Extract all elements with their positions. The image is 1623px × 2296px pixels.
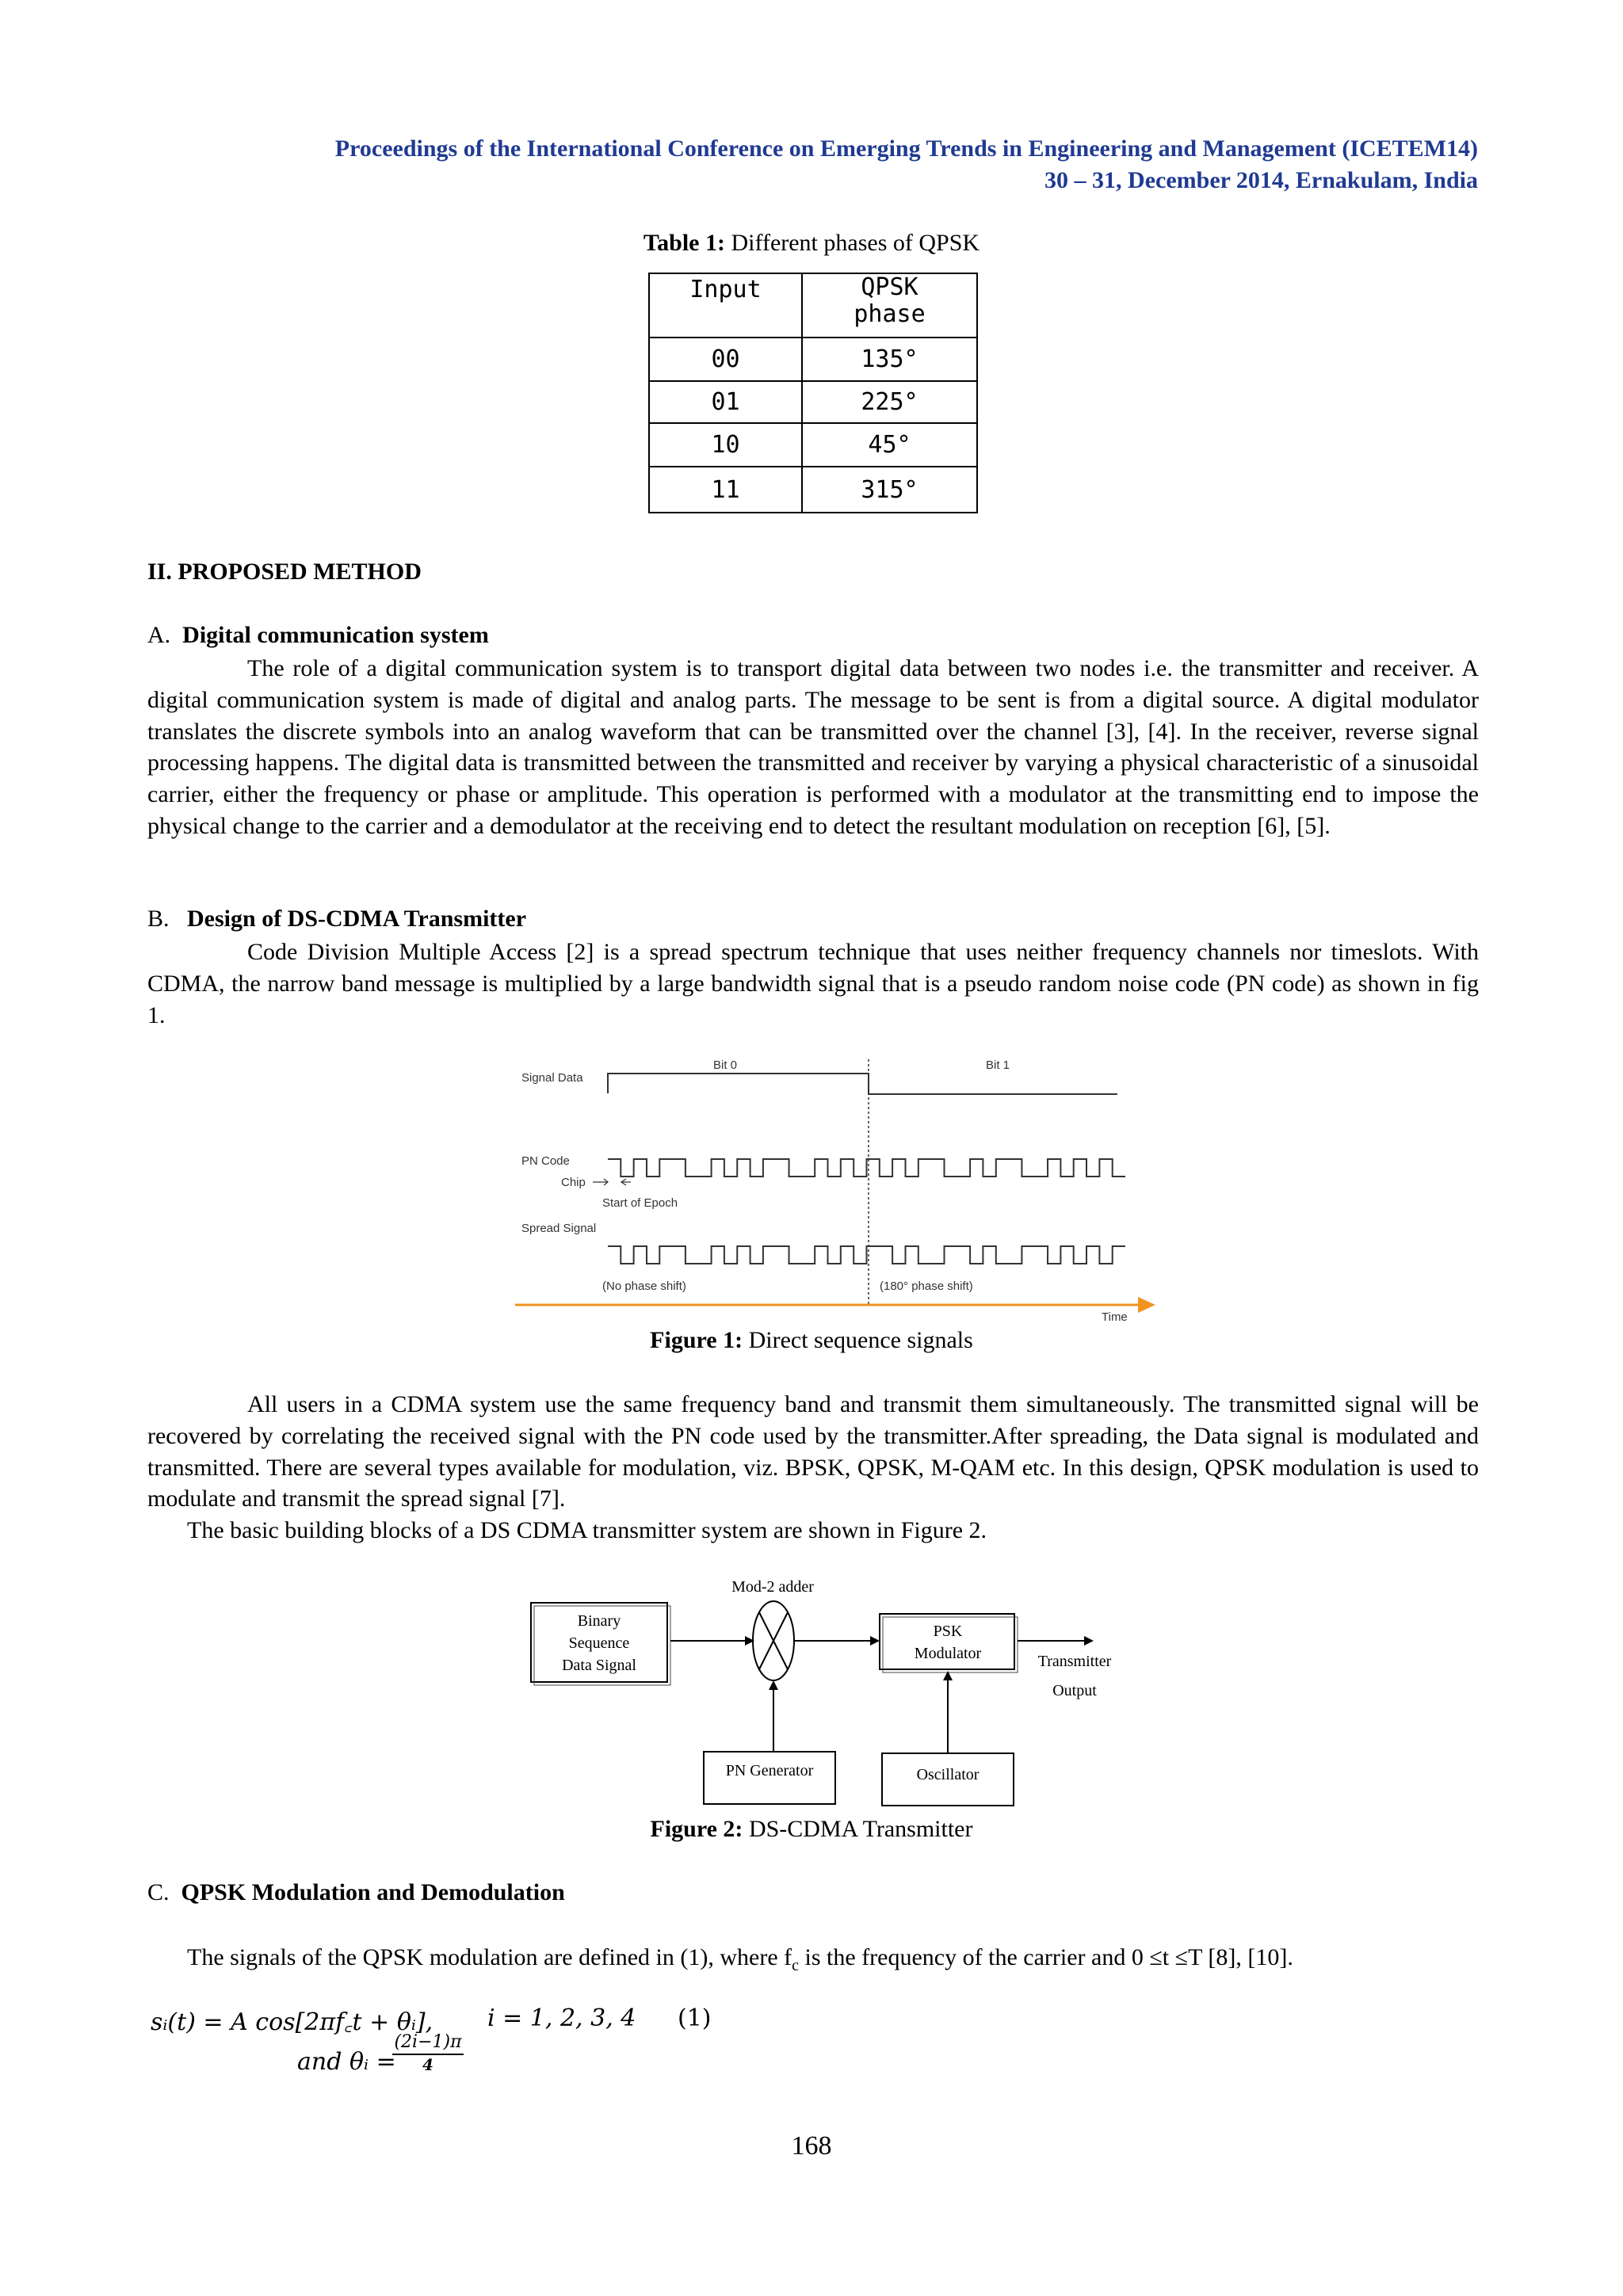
subsection-c-heading — [147, 1879, 565, 1906]
table-1-caption — [0, 230, 1623, 257]
table-cell-input: 00 — [649, 338, 802, 381]
cdma-paragraph-text-2: The basic building blocks of a DS CDMA transmitter system are shown in Figure 2. — [187, 1517, 987, 1544]
subsection-b-heading — [147, 906, 526, 933]
header-line-1: Proceedings of the International Conference on Emerging Trends in Engineering and Management (ICETEM14) — [334, 135, 1478, 162]
equation-index: i = 1, 2, 3, 4 — [487, 2004, 636, 2032]
subsection-c-title: QPSK Modulation and Demodulation — [181, 1879, 565, 1905]
bit-0-label: Bit 0 — [713, 1058, 738, 1072]
psk-label-1: PSK — [933, 1623, 963, 1640]
subsection-c-body — [147, 1942, 1479, 1982]
subsection-c-text-sub: c — [792, 1957, 800, 1974]
arrowhead-adder-to-psk — [870, 1636, 880, 1646]
table-cell-input: 01 — [649, 381, 802, 423]
equation-numerator: (2i−1)π — [392, 2032, 464, 2055]
table-cell-input: 11 — [649, 467, 802, 513]
table-row — [649, 381, 977, 423]
table-cell-phase: 225° — [802, 381, 977, 423]
header-line-2: 30 – 31, December 2014, Ernakulam, India — [1044, 167, 1478, 193]
binary-label-3: Data Signal — [562, 1657, 636, 1674]
subsection-c-text-post: is the frequency of the carrier and 0 ≤t ≤T [8], [10]. — [799, 1944, 1293, 1970]
bit-1-label: Bit 1 — [986, 1058, 1010, 1072]
table-header-input: Input — [649, 273, 802, 338]
figure-1-caption-label: Figure 1: — [650, 1327, 743, 1353]
equation-main: sᵢ(t) = A cos[2πf꜀t + θᵢ], — [151, 2008, 433, 2036]
transmitter-output-label-1: Transmitter — [1037, 1653, 1112, 1670]
subsection-b-text: Code Division Multiple Access [2] is a spread spectrum technique that uses neither frequency channels nor timeslots. With CDMA, the narrow band message is multiplied by a large bandwidth signal that is a pseudo random noise code (PN code) as shown in fig 1. — [147, 939, 1479, 1028]
time-label: Time — [1102, 1310, 1128, 1324]
table-row — [649, 467, 977, 513]
subsection-a-text: The role of a digital communication system is to transport digital data between two nodes i.e. the transmitter and receiver. A digital communication system is made of digital and analog parts. The message to be sent is from a digital source. A digital modulator translates the discrete symbols into an analog waveform that can be transmitted over the channel [3], [4]. In the receiver, reverse signal processing happens. The digital data is transmitted between the transmitted and receiver by varying a physical characteristic of a sinusoidal carrier, either the frequency or phase or amplitude. This operation is performed with a modulator at the transmitting end to impose the physical change to the carrier and a demodulator at the receiving end to detect the resultant modulation on reception [6], [5]. — [147, 655, 1479, 839]
phase-180-label: (180° phase shift) — [880, 1280, 973, 1293]
table-row — [649, 423, 977, 467]
subsection-b-letter: B. — [147, 906, 170, 932]
figure-2 — [523, 1573, 1125, 1810]
table-header-phase-line2: phase — [854, 300, 926, 328]
page-number: 168 — [791, 2131, 832, 2161]
table-1-caption-text: Different phases of QPSK — [725, 230, 980, 256]
subsection-c-text-pre: The signals of the QPSK modulation are defined in (1), where f — [187, 1944, 792, 1970]
table-header-phase-line1: QPSK — [861, 273, 918, 301]
arrowhead-psk-to-output — [1084, 1636, 1094, 1646]
table-cell-input: 10 — [649, 423, 802, 467]
subsection-b-title: Design of DS-CDMA Transmitter — [187, 906, 527, 932]
equation-number: (1) — [678, 2004, 712, 2032]
arrowhead-pn-to-adder — [769, 1680, 778, 1690]
binary-label-1: Binary — [577, 1612, 621, 1630]
equation-theta: and θᵢ = — [297, 2048, 396, 2076]
figure-1 — [507, 1050, 1165, 1327]
oscillator-label: Oscillator — [916, 1766, 980, 1783]
qpsk-phase-table — [648, 273, 978, 513]
equation-fraction — [392, 2032, 464, 2074]
figure-2-caption-label: Figure 2: — [650, 1816, 743, 1842]
spread-signal-waveform — [608, 1246, 1125, 1264]
figure-2-caption — [0, 1816, 1623, 1843]
pn-code-waveform — [608, 1159, 1125, 1177]
table-cell-phase: 45° — [802, 423, 977, 467]
table-1-caption-label: Table 1: — [643, 230, 725, 256]
table-row — [649, 338, 977, 381]
subsection-b-body — [147, 936, 1479, 1031]
signal-data-label: Signal Data — [521, 1071, 583, 1085]
no-phase-shift-label: (No phase shift) — [602, 1280, 686, 1293]
section-heading: II. PROPOSED METHOD — [147, 559, 422, 585]
mod2-adder-label: Mod-2 adder — [731, 1578, 814, 1596]
transmitter-output-label-2: Output — [1052, 1682, 1097, 1699]
subsection-a-heading — [147, 622, 489, 649]
table-cell-phase: 315° — [802, 467, 977, 513]
cdma-paragraph-text: All users in a CDMA system use the same frequency band and transmit them simultaneously. The transmitted signal will be recovered by correlating the received signal with the PN code used by the transmitter.After spreading, the Data signal is modulated and transmitted. There are several types available for modulation, viz. BPSK, QPSK, M-QAM etc. In this design, QPSK modulation is used to modulate and transmit the spread signal [7]. — [147, 1391, 1479, 1512]
binary-label-2: Sequence — [568, 1634, 630, 1652]
subsection-a-body — [147, 653, 1479, 842]
psk-label-2: Modulator — [914, 1645, 982, 1662]
spread-signal-label: Spread Signal — [521, 1222, 597, 1235]
subsection-a-title: Digital communication system — [182, 622, 489, 648]
time-axis-arrowhead — [1138, 1297, 1155, 1313]
figure-1-svg — [507, 1050, 1165, 1327]
pn-generator-label: PN Generator — [725, 1762, 814, 1779]
signal-data-waveform — [608, 1074, 1117, 1094]
figure-1-caption — [0, 1327, 1623, 1354]
figure-2-caption-text: DS-CDMA Transmitter — [743, 1816, 973, 1842]
chip-label: Chip — [561, 1176, 586, 1189]
table-header-phase — [802, 273, 977, 338]
pn-code-label: PN Code — [521, 1154, 570, 1168]
subsection-a-letter: A. — [147, 622, 171, 648]
subsection-c-letter: C. — [147, 1879, 170, 1905]
figure-1-caption-text: Direct sequence signals — [743, 1327, 973, 1353]
table-cell-phase: 135° — [802, 338, 977, 381]
equation-denominator: 4 — [422, 2055, 433, 2074]
cdma-paragraph — [147, 1389, 1479, 1547]
figure-2-svg — [523, 1573, 1125, 1810]
start-epoch-label: Start of Epoch — [602, 1196, 678, 1210]
